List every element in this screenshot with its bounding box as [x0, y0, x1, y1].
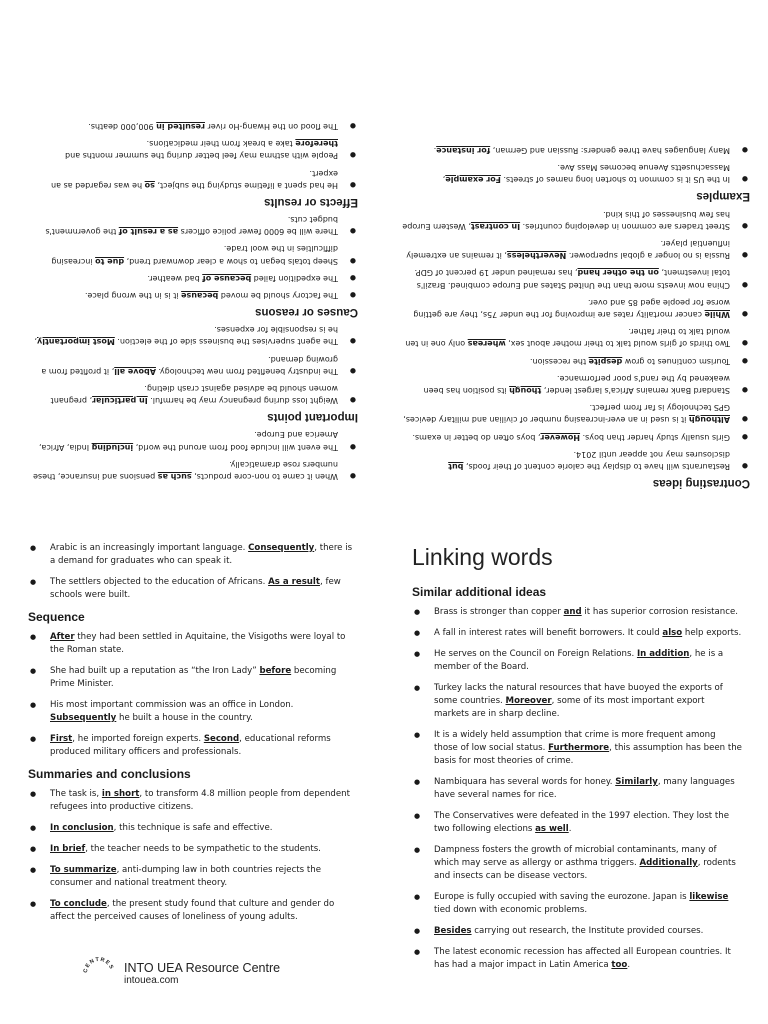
example-text: Many languages have three genders: Russian and German, [490, 145, 730, 155]
example-item [412, 946, 742, 972]
example-text: Weight loss during pregnancy may be harmful. [147, 396, 338, 406]
example-text: The settlers objected to the education of Africans. [50, 577, 269, 587]
example-item [402, 448, 750, 472]
example-list [28, 213, 358, 301]
example-item [412, 776, 742, 802]
example-text: India, Africa, America and Europe. [38, 430, 338, 452]
section-causes-or-reasons [28, 213, 358, 318]
example-text: , Western Europe has few businesses of this kind. [402, 209, 730, 231]
example-text: , educational reforms produced military officers and professionals. [50, 734, 331, 757]
linking-word: Subsequently [50, 713, 117, 723]
centres-ring-icon [82, 956, 116, 990]
example-list [28, 542, 360, 602]
example-text: Standard Bank remains Africa's largest lender, [541, 385, 730, 395]
section-heading: Sequence [28, 610, 85, 624]
example-item [28, 576, 360, 602]
example-text: , Massachusetts Avenue becomes Mass Ave. [442, 163, 730, 185]
section-contrasting-ideas [402, 207, 750, 489]
example-text: . [627, 960, 631, 970]
example-item [412, 844, 742, 883]
example-text: it is in the wrong place. [84, 290, 182, 300]
example-text: disclosures may not appear until 2014. [573, 449, 730, 459]
example-item [28, 323, 358, 347]
example-item [412, 648, 742, 674]
into-uea-logo[interactable] [82, 956, 280, 990]
linking-word: Although [688, 415, 730, 425]
example-text: bad weather. [147, 273, 203, 283]
logo-name: INTO UEA Resource Centre [124, 960, 281, 975]
linking-word: because [181, 290, 219, 300]
example-text: carrying out research, the Institute provided courses. [471, 926, 704, 936]
linking-word: Above all [114, 366, 156, 376]
section-similar-additional-ideas [412, 585, 742, 972]
section-heading: Similar additional ideas [412, 585, 547, 599]
example-text: increasing difficulties in the wool trade. [51, 244, 338, 266]
example-text: he built a house in the country. [116, 713, 253, 723]
example-text: its position has been weakened by the rand's poor performance. [423, 373, 730, 395]
example-item [412, 627, 742, 640]
example-text: Russia is no longer a global superpower. [566, 251, 730, 261]
example-text: There will be 6000 fewer police officers [178, 227, 338, 237]
example-item [412, 682, 742, 721]
linking-word: before [259, 666, 292, 676]
linking-word: In contrast [470, 221, 521, 231]
logo-text [124, 961, 280, 986]
example-text: People with asthma may feel better during the summer months and [65, 151, 338, 161]
example-text: , some of its most important export markets are in sharp decline. [434, 696, 705, 719]
linking-word: As a result [268, 577, 320, 587]
example-text: , it profited from a growing demand. [41, 354, 338, 376]
example-text: only one in ten would talk to their father. [405, 327, 730, 349]
example-text: The event will include food from around the world, [133, 442, 338, 452]
example-text: , he is responsible for expenses. [34, 325, 338, 347]
example-item [28, 458, 358, 482]
example-text: The flood on the Hwang-Ho river [205, 121, 338, 131]
example-text: they had been settled in Aquitaine, the Visigoths were loyal to the Roman state. [50, 632, 346, 655]
example-text: Brass is stronger than copper [434, 607, 564, 617]
example-list [28, 323, 358, 406]
linking-word: To summarize [50, 865, 117, 875]
example-item [402, 296, 750, 320]
linking-word: whereas [467, 339, 506, 349]
example-item [402, 430, 750, 442]
upright-page-half [0, 512, 768, 1024]
example-text: The Conservatives were defeated in the 1997 election. They lost the two following elections [434, 811, 729, 834]
section-heading: Causes or reasons [255, 305, 358, 318]
section-heading: Important points [267, 411, 358, 424]
linking-word: First [50, 734, 73, 744]
example-item [28, 428, 358, 452]
example-text: it is used in an ever-increasing number of civilian and military devices, GPS technology is far from perfect. [403, 403, 730, 425]
linking-word: Moreover [505, 696, 552, 706]
example-text: In the US it is common to shorten long names of streets. [500, 175, 730, 185]
section-effects-or-results [28, 120, 358, 208]
example-item [402, 354, 750, 366]
example-item [28, 120, 358, 132]
example-item [28, 272, 358, 284]
linking-word: In particular [92, 396, 148, 406]
example-text: He had spent a lifetime studying the subject, [154, 180, 338, 190]
example-item [28, 631, 360, 657]
example-text: . [433, 145, 437, 155]
example-item [402, 207, 750, 231]
example-text: pensions and insurance, these numbers rose dramatically. [33, 459, 338, 481]
example-text: tied down with economic problems. [434, 905, 588, 915]
example-text: Street traders are common in developing countries. [520, 221, 730, 231]
example-text: Tourism continues to grow [622, 356, 730, 366]
linking-word: Consequently [248, 543, 315, 553]
example-text: , many languages have several names for rice. [434, 777, 735, 800]
example-item [402, 266, 750, 290]
example-text: , has remained under 19 percent of GDP. [414, 268, 578, 278]
example-text: , rodents and insects can be disease vectors. [434, 858, 736, 881]
linking-word: To conclude [50, 899, 107, 909]
example-item [28, 213, 358, 237]
example-text: , there is a demand for graduates who can speak it. [50, 543, 353, 566]
linking-word: such as [157, 472, 192, 481]
logo-ring-text: CENTRES [82, 956, 115, 974]
linking-word: resulted in [156, 121, 205, 131]
linking-word: in short [101, 789, 140, 799]
example-text: The industry benefited from new technology. [155, 366, 338, 376]
example-text: Turkey lacks the natural resources that have buoyed the exports of some countries. [434, 683, 723, 706]
example-item [402, 144, 750, 156]
linking-word: on the other hand [577, 268, 659, 278]
top-right-column [28, 115, 358, 482]
linking-word: In brief [50, 844, 86, 854]
example-text: Nambiquara has several words for honey. [434, 777, 616, 787]
example-item [28, 137, 358, 161]
bottom-left-column [28, 542, 360, 932]
example-text: Girls usually study harder than boys. [580, 432, 730, 442]
example-item [28, 864, 360, 890]
linking-word: so [144, 180, 155, 190]
example-text: Sheep totals began to show a clear downward trend, [124, 256, 338, 266]
example-item [412, 810, 742, 836]
linking-words-sections [412, 585, 742, 972]
linking-word: because of [202, 273, 252, 283]
example-text: , it remains an extremely influential player. [406, 238, 730, 261]
linking-word: Most importantly [37, 337, 115, 347]
linking-word: including [91, 442, 134, 452]
example-text: A fall in interest rates will benefit borrowers. It could [434, 628, 663, 638]
example-text: The factory should be moved [218, 290, 338, 300]
example-text: She had built up a reputation as “the Iron Lady” [50, 666, 260, 676]
example-text: . [568, 824, 572, 834]
linking-word: After [50, 632, 75, 642]
example-text: the recession. [529, 356, 589, 366]
example-item [402, 325, 750, 349]
example-text: Two thirds of girls would talk to their mother about sex, [505, 339, 730, 349]
example-item [28, 242, 358, 266]
example-item [28, 665, 360, 691]
example-item [402, 237, 750, 261]
example-text: , to transform 4.8 million people from dependent refugees into productive citizens. [50, 789, 350, 812]
section-section [28, 428, 358, 482]
example-list [28, 120, 358, 191]
example-text: He serves on the Council on Foreign Relations. [434, 649, 637, 659]
linking-word: For example [445, 175, 501, 185]
example-item [28, 382, 358, 406]
example-text: The agent supervises the business side of the election. [114, 337, 338, 347]
example-item [28, 843, 360, 856]
example-item [28, 542, 360, 568]
example-item [28, 822, 360, 835]
linking-word: and [563, 607, 582, 617]
example-list [402, 207, 750, 472]
example-item [412, 729, 742, 768]
example-text: he was regarded as an expert. [51, 168, 338, 190]
logo-url[interactable]: intouea.com [124, 974, 179, 986]
example-text: The latest economic recession has affected all European countries. It has had a major impact in Latin America [434, 947, 731, 970]
example-text: becoming Prime Minister. [50, 666, 337, 689]
section-examples [402, 144, 750, 203]
example-text: China now invests more than the United States and Europe combined. Brazil's total investment, [416, 268, 730, 290]
example-text: , he is a member of the Board. [434, 649, 724, 672]
example-item [412, 925, 742, 938]
example-text: take a break from their medications. [146, 139, 296, 149]
example-item [412, 891, 742, 917]
example-text: Europe is fully occupied with saving the eurozone. Japan is [434, 892, 690, 902]
section-important-points [28, 323, 358, 423]
linking-word: In addition [636, 649, 690, 659]
linking-word: though [509, 385, 542, 395]
example-item [402, 161, 750, 185]
section-summaries-and-conclusions [28, 767, 360, 924]
linking-word: despite [588, 356, 623, 366]
example-text: , the teacher needs to be sympathetic to the students. [85, 844, 321, 854]
linking-word: for instance [436, 145, 491, 155]
example-list [402, 144, 750, 186]
example-text: cancer mortality rates are improving for the under 75s, they are getting worse for people aged 85 and over. [413, 297, 730, 319]
linking-word: While [704, 309, 730, 319]
example-text: , the present study found that culture and gender do affect the perceived causes of loneliness of young adults. [50, 899, 335, 922]
example-item [412, 606, 742, 619]
linking-word: as well [535, 824, 569, 834]
linking-word: Additionally [639, 858, 698, 868]
linking-word: due to [95, 256, 125, 266]
page-title: Linking words [412, 544, 553, 570]
example-item [28, 898, 360, 924]
linking-word: likewise [689, 892, 729, 902]
linking-word: In conclusion [50, 823, 114, 833]
example-text: , boys often do better in exams. [412, 432, 541, 442]
example-text: Dampness fosters the growth of microbial contaminants, many of which may serve as allergy or asthma triggers. [434, 845, 717, 868]
linking-word: Second [203, 734, 240, 744]
example-text: His most important commission was an office in London. [50, 700, 294, 710]
svg-text:CENTRES [83, 957, 115, 974]
example-text: , pregnant women should be advised against crash dieting. [50, 383, 338, 406]
example-list [28, 428, 358, 482]
example-item [28, 788, 360, 814]
linking-word: Similarly [615, 777, 658, 787]
example-list [28, 631, 360, 759]
linking-word: too [611, 960, 628, 970]
example-text: When it came to non-core products, [191, 472, 338, 481]
linking-word: However [540, 432, 581, 442]
example-text: , this assumption has been the basis for most theories of crime. [434, 743, 742, 766]
linking-word: therefore [295, 139, 338, 149]
linking-word: Nevertheless [506, 251, 567, 261]
linking-words-column [412, 538, 742, 980]
example-item [28, 289, 358, 301]
section-heading: Effects or results [264, 195, 358, 208]
example-item [28, 733, 360, 759]
section-heading: Contrasting ideas [652, 477, 750, 489]
example-item [28, 699, 360, 725]
example-text: help exports. [682, 628, 742, 638]
example-text: , few schools were built. [50, 577, 341, 600]
example-list [412, 606, 742, 972]
example-text: It is a widely held assumption that crime is more frequent among those of low social status. [434, 730, 716, 753]
linking-word: also [662, 628, 683, 638]
example-text: , anti-dumping law in both countries rejects the consumer and national treatment theory. [50, 865, 321, 888]
section-section [28, 542, 360, 602]
example-text: the government's budget cuts. [45, 214, 338, 237]
linking-word: but [448, 462, 464, 471]
example-text: The expedition failed [251, 273, 338, 283]
example-text: Arabic is an increasingly important language. [50, 543, 249, 553]
linking-word: Besides [434, 926, 472, 936]
linking-word: as a result of [118, 227, 179, 237]
example-list [28, 788, 360, 924]
example-text: The task is, [50, 789, 102, 799]
example-text: , this technique is safe and effective. [113, 823, 273, 833]
example-item [402, 401, 750, 425]
linking-word: Furthermore [548, 743, 610, 753]
example-text: , he imported foreign experts. [72, 734, 204, 744]
example-text: 900,000 deaths. [88, 121, 157, 131]
example-item [28, 352, 358, 376]
example-text: Restaurants will have to display the calorie content of their foods, [463, 462, 730, 471]
example-text: it has superior corrosion resistance. [581, 607, 738, 617]
example-item [28, 166, 358, 190]
section-heading: Examples [696, 190, 750, 203]
top-left-column [402, 139, 750, 492]
example-item [402, 372, 750, 396]
section-heading: Summaries and conclusions [28, 767, 191, 781]
section-sequence [28, 610, 360, 759]
